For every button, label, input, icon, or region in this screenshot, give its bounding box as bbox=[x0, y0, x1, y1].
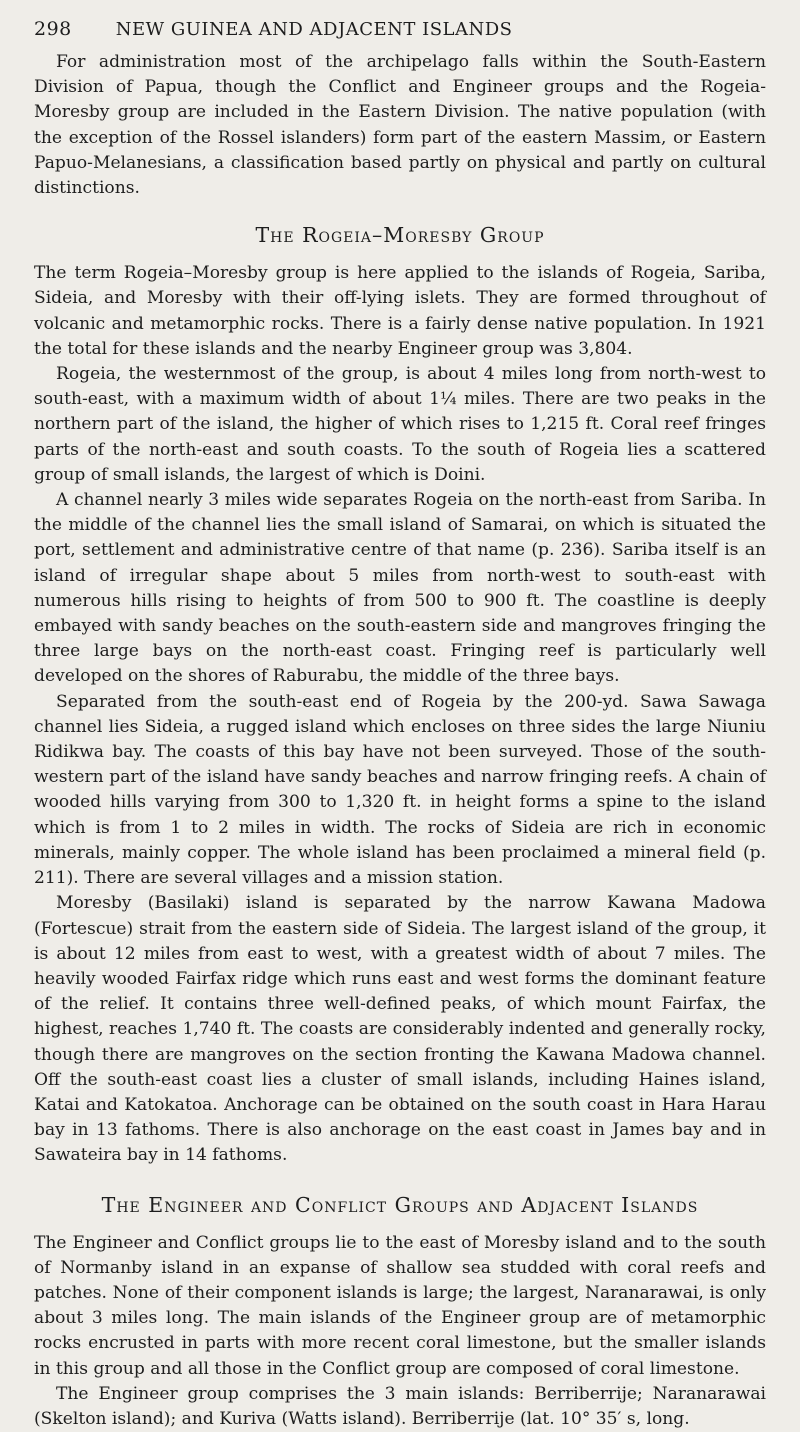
running-title: NEW GUINEA AND ADJACENT ISLANDS bbox=[115, 19, 513, 40]
body-paragraph: Moresby (Basilaki) island is separated by the narrow Kawana Madowa (Fortescue) strait from the eastern side of Sideia. The largest island of the group, it is about 12 miles from east to west, with a greatest width of about 7 miles. The heavily wooded Fairfax ridge which runs east and west forms the dominant feature of the relief. It contains three well-defined peaks, of which mount Fairfax, the highest, reaches 1,740 ft. The coasts are considerably indented and generally rocky, though there are mangroves on the section fronting the Kawana Madowa channel. Off the south-east coast lies a cluster of small islands, including Haines island, Katai and Katokatoa. Anchorage can be obtained on the south coast in Hara Harau bay in 13 fathoms. There is also anchorage on the east coast in James bay and in Sawateira bay in 14 fathoms. bbox=[34, 893, 766, 1166]
body-paragraph: A channel nearly 3 miles wide separates Rogeia on the north-east from Sariba. In the middle of the channel lies the small island of Samarai, on which is situated the port, settlement and administrative centre of that name (p. 236). Sariba itself is an island of irregular shape about 5 miles from north-west to south-east with numerous hills rising to heights of from 500 to 900 ft. The coastline is deeply embayed with sandy beaches on the south-eastern side and mangroves fringing the three large bays on the north-east coast. Fringing reef is particularly well developed on the shores of Raburabu, the middle of the three bays. bbox=[34, 490, 766, 687]
page-header bbox=[34, 18, 766, 40]
section-heading-rogeia-moresby: The Rogeia–Moresby Group bbox=[255, 223, 545, 248]
body-paragraph: The Engineer group comprises the 3 main islands: Berriberrije; Naranarawai (Skelton island); and Kuriva (Watts island). Berriberrije (lat. 10° 35′ s, long. bbox=[34, 1383, 766, 1429]
section-heading-engineer-conflict: The Engineer and Conflict Groups and Adjacent Islands bbox=[101, 1192, 699, 1217]
body-paragraph: Rogeia, the westernmost of the group, is about 4 miles long from north-west to south-east, with a maximum width of about 1¼ miles. There are two peaks in the northern part of the island, the higher of which rises to 1,215 ft. Coral reef fringes parts of the north-east and south coasts. To the south of Rogeia lies a scattered group of small islands, the largest of which is Doini. bbox=[34, 364, 766, 485]
body-paragraph: The Engineer and Conflict groups lie to the east of Moresby island and to the south of Normanby island in an expanse of shallow sea studded with coral reefs and patches. None of their component islands is large; the largest, Naranarawai, is only about 3 miles long. The main islands of the Engineer group are of metamorphic rocks encrusted in parts with more recent coral limestone, but the smaller islands in this group and all those in the Conflict group are composed of coral limestone. bbox=[34, 1232, 766, 1379]
body-paragraph: The term Rogeia–Moresby group is here applied to the islands of Rogeia, Sariba, Sideia, and Moresby with their off-lying islets. They are formed throughout of volcanic and metamorphic rocks. There is a fairly dense native population. In 1921 the total for these islands and the nearby Engineer group was 3,804. bbox=[34, 263, 766, 359]
body-paragraph: Separated from the south-east end of Rogeia by the 200-yd. Sawa Sawaga channel lies Sideia, a rugged island which encloses on three sides the large Niuniu Ridikwa bay. The coasts of this bay have not been surveyed. Those of the south-western part of the island have sandy beaches and narrow fringing reefs. A chain of wooded hills varying from 300 to 1,320 ft. in height forms a spine to the island which is from 1 to 2 miles in width. The rocks of Sideia are rich in economic minerals, mainly copper. The whole island has been proclaimed a mineral field (p. 211). There are several villages and a mission station. bbox=[34, 691, 766, 889]
intro-paragraph: For administration most of the archipelago falls within the South-Eastern Division of Papua, though the Conflict and Engineer groups and the Rogeia-Moresby group are included in the Eastern Division. The native population (with the exception of the Rossel islanders) form part of the eastern Massim, or Eastern Papuo-Melanesians, a classification based partly on physical and partly on cultural distinctions. bbox=[34, 52, 766, 199]
page-number: 298 bbox=[34, 18, 72, 40]
